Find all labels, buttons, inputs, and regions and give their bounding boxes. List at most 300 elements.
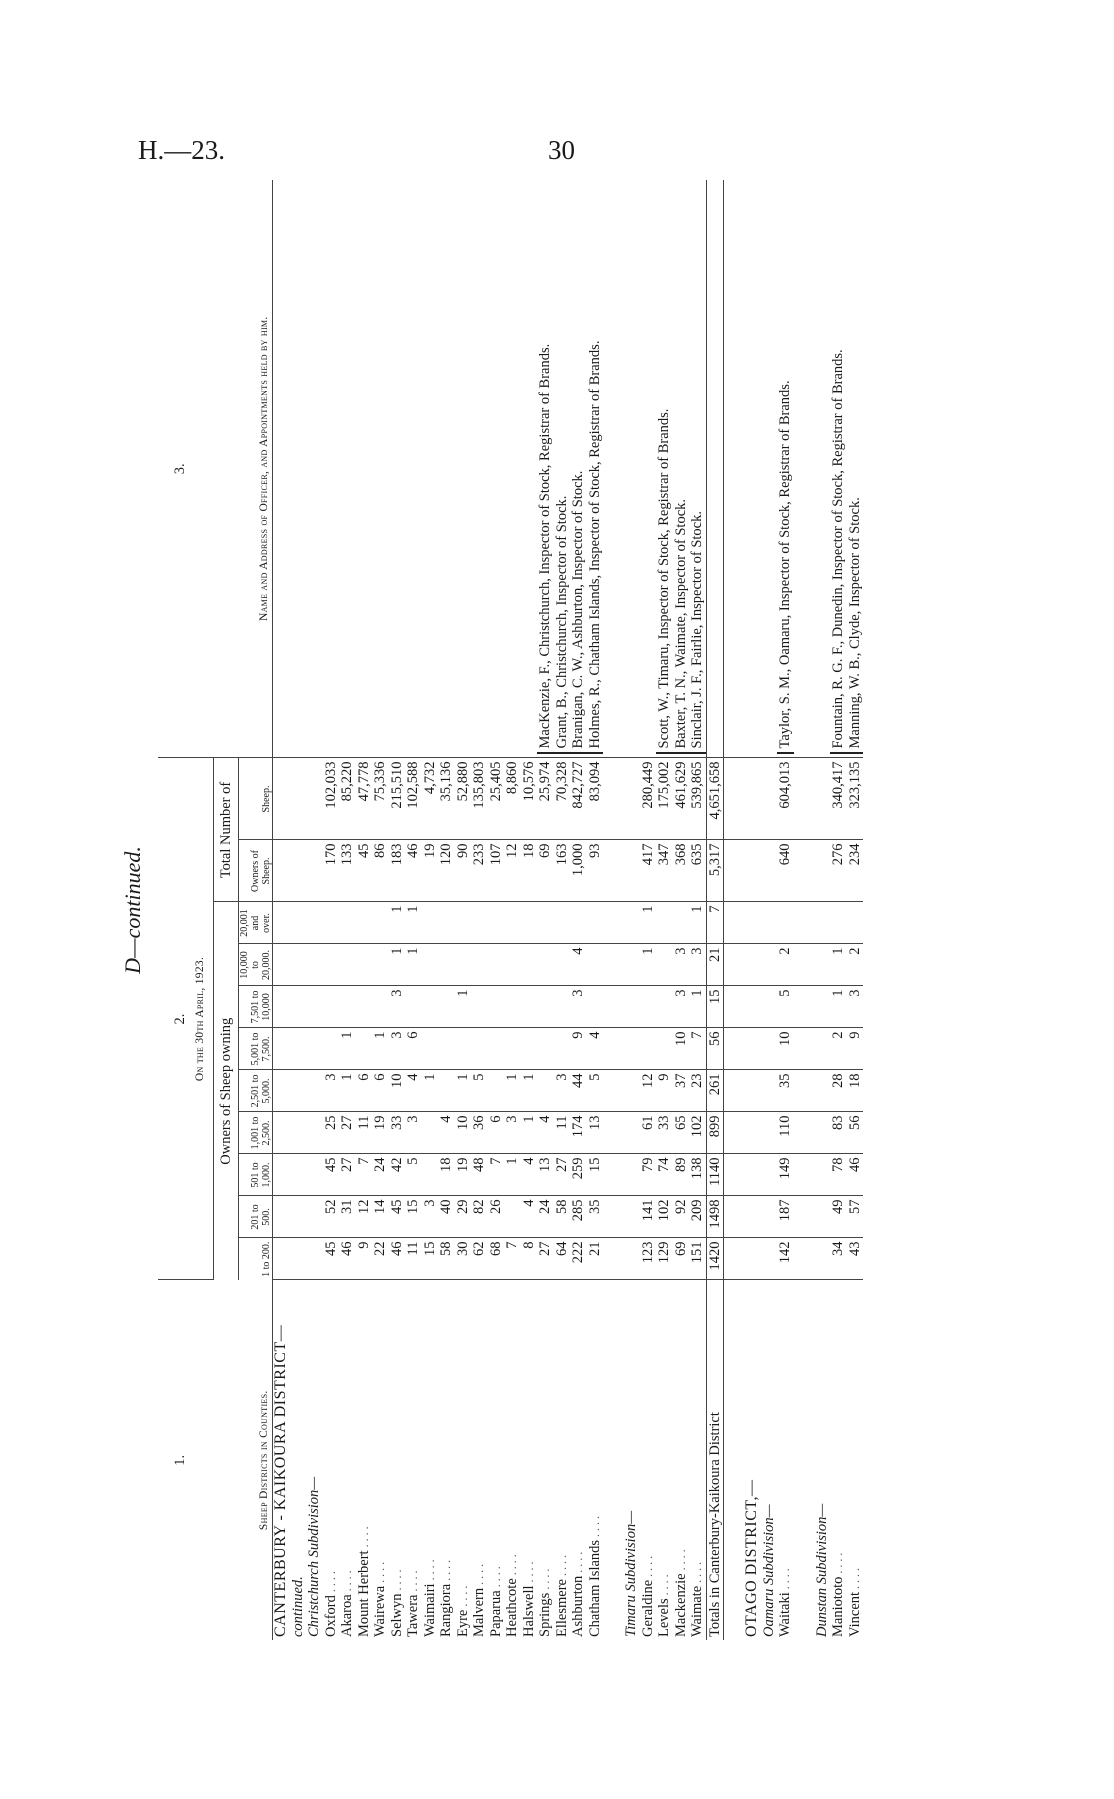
- data-cell: 70,328: [554, 758, 571, 840]
- data-cell: 42: [389, 1154, 406, 1196]
- spacer-cell: [603, 902, 623, 944]
- data-cell: 93: [587, 840, 604, 902]
- data-cell: 123: [640, 1238, 657, 1280]
- spacer-cell: [724, 986, 745, 1028]
- empty-cell: [761, 1112, 778, 1154]
- data-cell: [438, 1028, 455, 1070]
- empty-cell: [623, 840, 640, 902]
- data-cell: 102: [656, 1196, 673, 1238]
- data-cell: 11: [356, 1112, 373, 1154]
- data-cell: [554, 944, 571, 986]
- leader-dots: . . . .: [488, 1566, 503, 1591]
- data-cell: [323, 986, 340, 1028]
- district-name: [570, 1280, 587, 1640]
- data-cell: [521, 902, 538, 944]
- data-cell: 52,880: [455, 758, 472, 840]
- district-name-text: Wairewa: [372, 1585, 388, 1637]
- empty-cell: [744, 1154, 761, 1196]
- data-cell: 3: [389, 1028, 406, 1070]
- data-cell: 539,865: [689, 758, 706, 840]
- district-name-text: Mackenzie: [672, 1573, 689, 1637]
- data-cell: 133: [339, 840, 356, 902]
- data-cell: 1: [455, 1070, 472, 1112]
- data-cell: 18: [847, 1070, 864, 1112]
- officer-cell: [830, 180, 863, 758]
- officer-list: [830, 183, 863, 755]
- data-cell: 35: [587, 1196, 604, 1238]
- data-cell: 48: [471, 1154, 488, 1196]
- spacer-cell: [794, 944, 814, 986]
- data-cell: 635: [689, 840, 706, 902]
- district-name: [422, 1280, 439, 1640]
- column-number-row: [158, 180, 188, 1640]
- district-name-text: Paparua: [487, 1590, 504, 1637]
- data-cell: [537, 1028, 554, 1070]
- officer-list: [537, 183, 603, 755]
- empty-cell: [761, 944, 778, 986]
- data-cell: 52: [323, 1196, 340, 1238]
- spacer-cell: [603, 758, 623, 840]
- empty-cell: [273, 1154, 290, 1196]
- data-cell: 10: [455, 1112, 472, 1154]
- data-cell: 27: [339, 1154, 356, 1196]
- officer-entry: Branigan, C. W., Ashburton, Inspector of Stock.: [570, 470, 586, 749]
- data-cell: 7: [356, 1154, 373, 1196]
- data-cell: [356, 986, 373, 1028]
- data-cell: [438, 944, 455, 986]
- data-cell: 26: [488, 1196, 505, 1238]
- data-cell: 4,732: [422, 758, 439, 840]
- district-name-text: Vincent: [846, 1591, 863, 1637]
- data-cell: 46: [389, 1238, 406, 1280]
- empty-cell: [623, 1112, 640, 1154]
- data-cell: [537, 1070, 554, 1112]
- empty-cell: [814, 944, 831, 986]
- data-cell: 135,803: [471, 758, 488, 840]
- data-cell: [405, 986, 422, 1028]
- data-cell: 2: [847, 944, 864, 986]
- district-name: [777, 1280, 794, 1640]
- data-cell: 56: [847, 1112, 864, 1154]
- data-cell: 1: [689, 902, 706, 944]
- data-cell: [422, 902, 439, 944]
- data-cell: 102,588: [405, 758, 422, 840]
- spacer-cell: [724, 902, 745, 944]
- spacer-cell: [603, 1154, 623, 1196]
- spacer-cell: [794, 1028, 814, 1070]
- empty-cell: [814, 1154, 831, 1196]
- data-cell: 340,417: [830, 758, 847, 840]
- officer-cell: [273, 180, 290, 758]
- empty-cell: [306, 1028, 323, 1070]
- data-cell: [438, 1070, 455, 1112]
- data-cell: 75,336: [372, 758, 389, 840]
- leader-dots: . . . .: [640, 1555, 655, 1580]
- district-name-text: Akaroa: [339, 1594, 355, 1637]
- spacer-row: [603, 180, 623, 1640]
- data-cell: [488, 986, 505, 1028]
- data-cell: 10: [673, 1028, 690, 1070]
- rotated-content: [118, 180, 988, 1640]
- data-cell: 19: [422, 840, 439, 902]
- spacer-cell: [724, 944, 745, 986]
- data-cell: [640, 1028, 657, 1070]
- data-cell: 6: [356, 1070, 373, 1112]
- data-cell: [471, 986, 488, 1028]
- data-cell: 1: [422, 1070, 439, 1112]
- data-cell: 10,576: [521, 758, 538, 840]
- data-cell: [537, 986, 554, 1028]
- spacer-cell: [724, 1154, 745, 1196]
- data-cell: [554, 986, 571, 1028]
- empty-cell: [273, 902, 290, 944]
- spacer-cell: [794, 180, 814, 758]
- total-header: Total Number of: [213, 758, 239, 902]
- empty-cell: [273, 758, 290, 840]
- empty-cell: [623, 1196, 640, 1238]
- data-cell: 33: [656, 1112, 673, 1154]
- district-name-text: Geraldine: [639, 1579, 656, 1637]
- data-cell: 149: [777, 1154, 794, 1196]
- data-cell: [372, 944, 389, 986]
- data-cell: [339, 944, 356, 986]
- data-cell: 604,013: [777, 758, 794, 840]
- data-cell: 4: [537, 1112, 554, 1154]
- data-cell: 187: [777, 1196, 794, 1238]
- owners-header: Owners of Sheep owning: [213, 902, 239, 1280]
- officer-cell: [777, 180, 794, 758]
- empty-cell: [744, 1112, 761, 1154]
- col1-number: 1.: [171, 1454, 188, 1466]
- leader-dots: . . . .: [406, 1570, 420, 1595]
- data-cell: [438, 902, 455, 944]
- spacer-row: [724, 180, 745, 1640]
- data-cell: 27: [537, 1238, 554, 1280]
- data-cell: 9: [656, 1070, 673, 1112]
- data-cell: [537, 902, 554, 944]
- leader-dots: . . . .: [356, 1526, 371, 1551]
- empty-cell: [623, 1154, 640, 1196]
- data-cell: 640: [777, 840, 794, 902]
- data-cell: 5: [471, 1070, 488, 1112]
- district-name-text: Levels: [656, 1598, 672, 1637]
- data-cell: [422, 986, 439, 1028]
- empty-cell: [814, 902, 831, 944]
- data-cell: 234: [847, 840, 864, 902]
- empty-cell: [306, 902, 323, 944]
- band-header: 201 to 500.: [239, 1196, 273, 1238]
- data-cell: 12: [356, 1196, 373, 1238]
- district-name-text: Tawera: [405, 1594, 421, 1637]
- data-cell: 18: [521, 840, 538, 902]
- data-cell: [339, 902, 356, 944]
- spacer-cell: [794, 1238, 814, 1280]
- data-cell: 15: [405, 1196, 422, 1238]
- data-cell: 79: [640, 1154, 657, 1196]
- data-cell: 10: [777, 1028, 794, 1070]
- data-cell: [673, 902, 690, 944]
- data-cell: 46: [339, 1238, 356, 1280]
- spacer-cell: [794, 840, 814, 902]
- leader-dots: . . . .: [521, 1561, 536, 1586]
- data-cell: [488, 1070, 505, 1112]
- data-cell: 110: [777, 1112, 794, 1154]
- data-cell: 61: [640, 1112, 657, 1154]
- empty-cell: [744, 986, 761, 1028]
- leader-dots: . . . .: [690, 1561, 704, 1586]
- empty-cell: [306, 944, 323, 986]
- spacer-cell: [794, 986, 814, 1028]
- data-cell: [640, 986, 657, 1028]
- data-cell: 64: [554, 1238, 571, 1280]
- data-cell: 25,405: [488, 758, 505, 840]
- data-cell: 1: [521, 1070, 538, 1112]
- district-name-text: Heathcote: [504, 1578, 520, 1637]
- data-cell: 1: [830, 944, 847, 986]
- data-cell: 3: [389, 986, 406, 1028]
- leader-dots: . . . .: [340, 1570, 354, 1595]
- data-cell: 4: [438, 1112, 455, 1154]
- empty-cell: [306, 986, 323, 1028]
- officer-entry: Grant, B., Christchurch, Inspector of Stock.: [553, 495, 570, 749]
- data-cell: 6: [405, 1028, 422, 1070]
- data-cell: 83,094: [587, 758, 604, 840]
- data-cell: 19: [372, 1112, 389, 1154]
- col3-number: 3.: [158, 180, 188, 758]
- data-cell: 9: [570, 1028, 587, 1070]
- data-cell: 8: [521, 1238, 538, 1280]
- data-cell: 163: [554, 840, 571, 902]
- oamaru-subdivision: [761, 180, 778, 1640]
- data-cell: [537, 944, 554, 986]
- canterbury-district-label: CANTERBURY - KAIKOURA DISTRICT—: [272, 1324, 289, 1637]
- empty-cell: [290, 1154, 307, 1196]
- district-name: [339, 1280, 356, 1640]
- data-cell: 49: [830, 1196, 847, 1238]
- data-cell: [488, 902, 505, 944]
- data-cell: 22: [372, 1238, 389, 1280]
- leader-dots: . . . .: [538, 1568, 552, 1593]
- data-cell: 3: [405, 1112, 422, 1154]
- leader-dots: . . . .: [373, 1561, 387, 1586]
- page-number: 30: [548, 135, 575, 165]
- district-name: [455, 1280, 472, 1640]
- data-cell: 1,000: [570, 840, 587, 902]
- empty-cell: [623, 1238, 640, 1280]
- officer-entry: Sinclair, J. F., Fairlie, Inspector of Stock.: [689, 511, 705, 749]
- empty-cell: [623, 1070, 640, 1112]
- empty-cell: [814, 1196, 831, 1238]
- empty-cell: [761, 1070, 778, 1112]
- empty-cell: [273, 986, 290, 1028]
- empty-cell: [744, 1196, 761, 1238]
- data-cell: 2: [830, 1028, 847, 1070]
- leader-dots: . . . .: [472, 1563, 486, 1588]
- data-cell: 27: [554, 1154, 571, 1196]
- data-cell: 28: [830, 1070, 847, 1112]
- data-cell: 27: [339, 1112, 356, 1154]
- spacer-cell: [794, 1112, 814, 1154]
- data-cell: 170: [323, 840, 340, 902]
- data-cell: 44: [570, 1070, 587, 1112]
- spacer-row: [794, 180, 814, 1640]
- data-cell: 33: [389, 1112, 406, 1154]
- data-cell: 9: [847, 1028, 864, 1070]
- empty-cell: [761, 986, 778, 1028]
- rotated-table-area: [118, 180, 988, 1640]
- data-cell: 102: [689, 1112, 706, 1154]
- district-name: [830, 1280, 847, 1640]
- data-cell: [471, 944, 488, 986]
- data-cell: 82: [471, 1196, 488, 1238]
- totals-cell: 15: [706, 986, 724, 1028]
- empty-cell: [623, 986, 640, 1028]
- data-cell: 83: [830, 1112, 847, 1154]
- district-name-text: Halswell: [520, 1585, 537, 1637]
- data-cell: 259: [570, 1154, 587, 1196]
- data-cell: 15: [587, 1154, 604, 1196]
- data-cell: 13: [537, 1154, 554, 1196]
- officer-cell: [323, 180, 604, 758]
- data-cell: 40: [438, 1196, 455, 1238]
- empty-cell: [290, 944, 307, 986]
- empty-cell: [273, 1238, 290, 1280]
- data-cell: 89: [673, 1154, 690, 1196]
- leader-dots: . . . .: [323, 1571, 338, 1596]
- empty-cell: [744, 1238, 761, 1280]
- data-cell: 35: [777, 1070, 794, 1112]
- data-cell: 19: [455, 1154, 472, 1196]
- district-name: [521, 1280, 538, 1640]
- data-cell: 1: [521, 1112, 538, 1154]
- otago-district: [744, 180, 761, 1640]
- data-cell: 1: [455, 986, 472, 1028]
- district-name-text: Mount Herbert: [355, 1550, 372, 1637]
- officer-entry: Scott, W., Timaru, Inspector of Stock, Registrar of Brands.: [656, 408, 672, 749]
- officer-entry: Manning, W. B., Clyde, Inspector of Stock.: [846, 497, 863, 749]
- empty-cell: [814, 840, 831, 902]
- district-name: [640, 1280, 657, 1640]
- data-cell: 43: [847, 1238, 864, 1280]
- data-cell: 3: [689, 944, 706, 986]
- officer-entry: Holmes, R., Chatham Islands, Inspector of Stock, Registrar of Brands.: [586, 340, 603, 749]
- data-cell: 10: [389, 1070, 406, 1112]
- data-cell: 1: [689, 986, 706, 1028]
- data-cell: [356, 1028, 373, 1070]
- district-name: [689, 1280, 706, 1640]
- officer-cell: [306, 180, 323, 758]
- otago-district-label: OTAGO DISTRICT,—: [743, 1479, 760, 1637]
- christchurch-subdivision: [306, 180, 323, 1640]
- band-header: 1,001 to 2,500.: [239, 1112, 273, 1154]
- spacer-cell: [603, 1280, 623, 1640]
- data-cell: [521, 986, 538, 1028]
- district-name-text: Malvern: [471, 1587, 487, 1637]
- timaru-subdivision-label: Timaru Subdivision—: [623, 1510, 639, 1637]
- spacer-cell: [603, 986, 623, 1028]
- data-cell: 34: [830, 1238, 847, 1280]
- empty-cell: [623, 758, 640, 840]
- officer-entry: Fountain, R. G. F., Dunedin, Inspector of Stock, Registrar of Brands.: [830, 349, 846, 749]
- data-cell: 90: [455, 840, 472, 902]
- data-cell: 4: [521, 1154, 538, 1196]
- data-cell: [504, 986, 521, 1028]
- data-cell: 14: [372, 1196, 389, 1238]
- empty-cell: [306, 1196, 323, 1238]
- empty-cell: [814, 1238, 831, 1280]
- data-cell: 107: [488, 840, 505, 902]
- data-cell: 280,449: [640, 758, 657, 840]
- data-cell: 842,727: [570, 758, 587, 840]
- spacer-cell: [603, 1196, 623, 1238]
- leader-dots: . . . .: [554, 1555, 569, 1580]
- data-cell: [471, 1028, 488, 1070]
- data-cell: [455, 1028, 472, 1070]
- data-cell: 323,135: [847, 758, 864, 840]
- data-cell: [570, 902, 587, 944]
- officer-entry: MacKenzie, F., Christchurch, Inspector of Stock, Registrar of Brands.: [537, 343, 553, 749]
- data-cell: 3: [673, 944, 690, 986]
- data-cell: [656, 1028, 673, 1070]
- district-name: [587, 1280, 604, 1640]
- district-name: [389, 1280, 406, 1640]
- data-cell: [587, 944, 604, 986]
- district-name: [323, 1280, 340, 1640]
- data-cell: 1: [640, 902, 657, 944]
- data-cell: 6: [372, 1070, 389, 1112]
- band-header: 501 to 1,000.: [239, 1154, 273, 1196]
- data-cell: 3: [554, 1070, 571, 1112]
- empty-cell: [273, 1196, 290, 1238]
- totals-label: Totals in Canterbury-Kaikoura District: [706, 1280, 724, 1640]
- data-cell: 30: [455, 1238, 472, 1280]
- empty-cell: [290, 1070, 307, 1112]
- data-cell: 233: [471, 840, 488, 902]
- district-name: [372, 1280, 389, 1640]
- data-cell: 12: [640, 1070, 657, 1112]
- empty-cell: [273, 840, 290, 902]
- data-cell: 25,974: [537, 758, 554, 840]
- data-cell: 4: [587, 1028, 604, 1070]
- data-cell: 46: [847, 1154, 864, 1196]
- totals-row: [706, 180, 724, 1640]
- data-cell: 86: [372, 840, 389, 902]
- table-row: [777, 180, 794, 1640]
- data-cell: [323, 902, 340, 944]
- district-name-text: Oxford: [322, 1595, 339, 1637]
- data-cell: [587, 986, 604, 1028]
- leader-dots: . . . .: [831, 1552, 845, 1577]
- empty-cell: [306, 840, 323, 902]
- data-cell: 138: [689, 1154, 706, 1196]
- data-cell: 7: [504, 1238, 521, 1280]
- leader-dots: . . . .: [847, 1567, 862, 1592]
- empty-cell: [761, 902, 778, 944]
- empty-cell: [290, 1112, 307, 1154]
- data-cell: 2: [777, 944, 794, 986]
- data-cell: 11: [554, 1112, 571, 1154]
- empty-cell: [814, 986, 831, 1028]
- col2-number: 2.: [158, 758, 188, 1280]
- data-cell: 5: [587, 1070, 604, 1112]
- data-cell: [323, 1028, 340, 1070]
- data-cell: 3: [323, 1070, 340, 1112]
- empty-cell: [814, 1070, 831, 1112]
- data-cell: 1: [830, 986, 847, 1028]
- leader-dots: . . . .: [389, 1569, 404, 1594]
- data-cell: 11: [405, 1238, 422, 1280]
- spacer-cell: [794, 902, 814, 944]
